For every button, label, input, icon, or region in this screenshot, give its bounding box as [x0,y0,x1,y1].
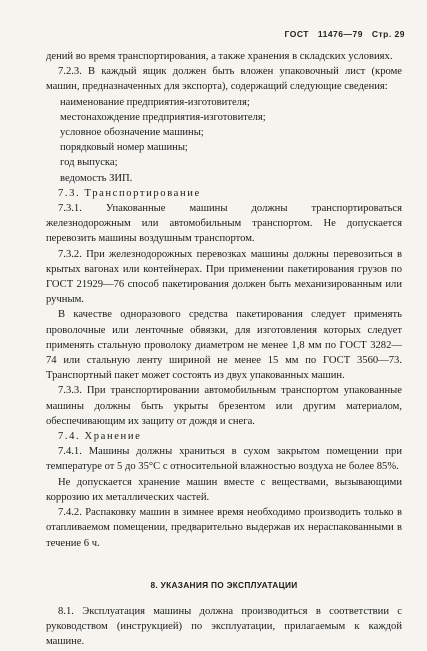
list-item: порядковый номер машины; [60,142,188,154]
header-number: 11476—79 [317,29,363,39]
subsection-heading: 7.4. Хранение [58,431,142,443]
paragraph: Не допускается хранение машин вместе с веществами, вызывающими коррозию их металлических частей. [46,476,402,503]
paragraph: 8.1. Эксплуатация машины должна производиться в соответствии с руководством (инструкцией) по эксплуатации, прилагаемым к каждой машине. [46,605,402,648]
list-item: местонахождение предприятия-изготовителя; [60,111,266,123]
list-item: ведомость ЗИП. [60,172,133,184]
document-body [46,49,402,650]
section-heading: 8. УКАЗАНИЯ ПО ЭКСПЛУАТАЦИИ [150,579,298,590]
paragraph: дений во время транспортирования, а также хранения в складских условиях. [46,51,393,62]
list-item: год выпуска; [60,157,118,169]
page-header [279,29,405,39]
header-page-number: Стр. 29 [371,29,405,39]
paragraph: В качестве одноразового средства пакетирования следует применять проволочные или ленточные обвязки, для изготовления которых следует применять стальную проволоку диаметром не менее 1,8 мм по ГОСТ 3282—74 или стальную ленту шириной не менее 15 мм по ГОСТ 3560—73. Транспортный пакет может состоять из двух упакованных машин. [46,309,402,382]
list-item: наименование предприятия-изготовителя; [60,96,250,108]
paragraph: 7.4.1. Машины должны храниться в сухом закрытом помещении при температуре от 5 до 35°C с относительной влажностью воздуха не более 85%. [46,446,402,473]
paragraph: 7.3.3. При транспортировании автомобильным транспортом упакованные машины должны быть укрыты брезентом или другим материалом, обеспечивающим их защиту от дождя и снега. [46,385,402,427]
paragraph: 7.4.2. Распаковку машин в зимнее время необходимо производить только в отапливаемом помещении, предварительно выдержав их нераспакованными в течение 6 ч. [46,507,402,549]
paragraph: 7.2.3. В каждый ящик должен быть вложен упаковочный лист (кроме машин, предназначенных для экспорта), содержащий следующие сведения: [46,66,402,93]
header-gost: ГОСТ [284,29,309,39]
list-item: условное обозначение машины; [60,127,204,139]
subsection-heading: 7.3. Транспортирование [58,187,201,199]
paragraph: 7.3.2. При железнодорожных перевозках машины должны перевозиться в крытых вагонах или контейнерах. При применении пакетирования грузов по ГОСТ 21929—76 способ пакетирования должен быть механизированным или ручным. [46,248,402,306]
paragraph: 7.3.1. Упакованные машины должны транспортироваться железнодорожным или автомобильным транспортом. Не допускается перевозить машины воздушным транспортом. [46,203,402,245]
